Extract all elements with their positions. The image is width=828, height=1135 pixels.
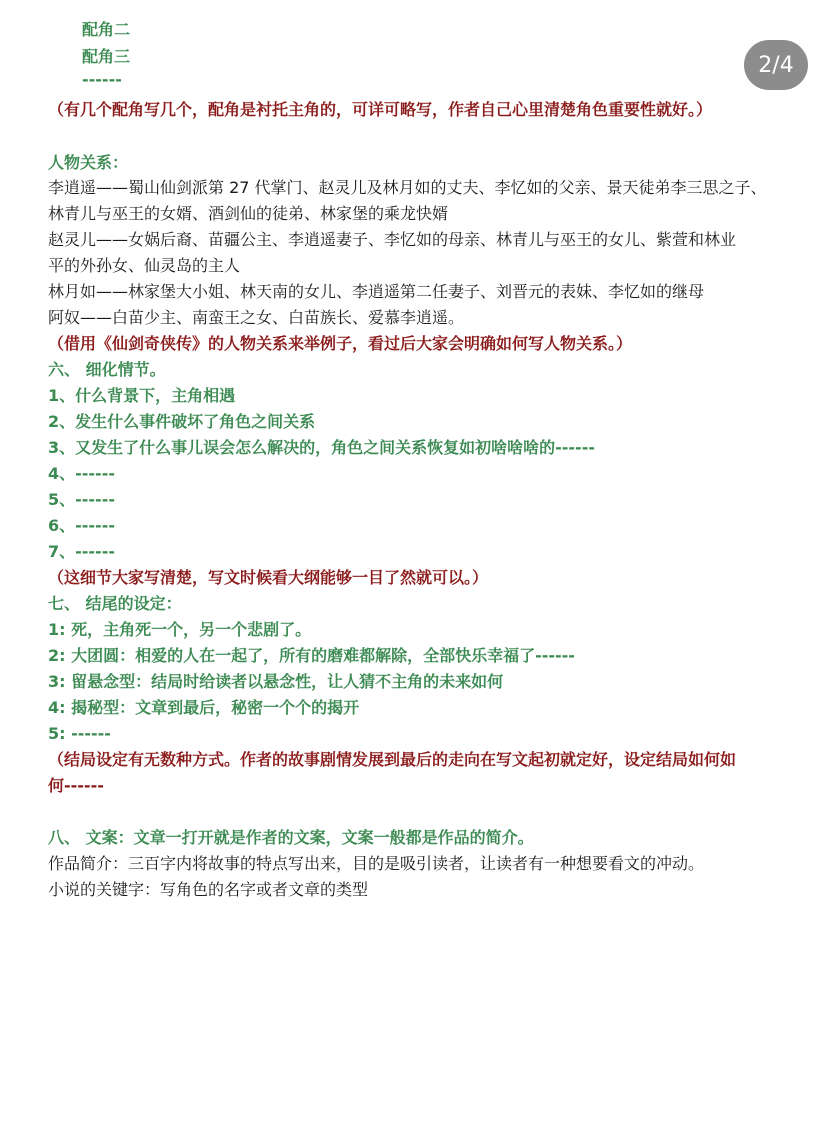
heading-line: 2、发生什么事件破坏了角色之间关系 <box>48 412 316 431</box>
heading-line: 2: 大团圆：相爱的人在一起了，所有的磨难都解除，全部快乐幸福了------ <box>48 646 575 665</box>
body-line: 李逍遥——蜀山仙剑派第 27 代掌门、赵灵儿及林月如的丈夫、李忆如的父亲、景天徒弟李三思之子、 <box>48 178 767 197</box>
heading-line: 人物关系： <box>48 153 129 172</box>
heading-line: 4: 揭秘型：文章到最后，秘密一个个的揭开 <box>48 698 360 717</box>
body-line: 林青儿与巫王的女婿、酒剑仙的徒弟、林家堡的乘龙快婿 <box>48 204 449 223</box>
heading-line: ------ <box>82 70 122 89</box>
heading-line: 1、什么背景下，主角相遇 <box>48 386 236 405</box>
heading-line: 4、------ <box>48 464 115 483</box>
body-line: 小说的关键字：写角色的名字或者文章的类型 <box>48 880 369 899</box>
heading-line: 3、又发生了什么事儿误会怎么解决的，角色之间关系恢复如初啥啥啥的------ <box>48 438 595 457</box>
heading-line: 八、 文案：文章一打开就是作者的文案，文案一般都是作品的简介。 <box>48 828 534 847</box>
heading-line: 六、 细化情节。 <box>48 360 166 379</box>
body-line: 阿奴——白苗少主、南蛮王之女、白苗族长、爱慕李逍遥。 <box>48 308 465 327</box>
heading-line: 3: 留悬念型：结局时给读者以悬念性，让人猜不主角的未来如何 <box>48 672 504 691</box>
body-line: 赵灵儿——女娲后裔、苗疆公主、李逍遥妻子、李忆如的母亲、林青儿与巫王的女儿、紫萱和林业 <box>48 230 737 249</box>
note-line: （借用《仙剑奇侠传》的人物关系来举例子，看过后大家会明确如何写人物关系。） <box>48 334 633 353</box>
heading-line: 5: ------ <box>48 724 111 743</box>
note-line: 何------ <box>48 776 104 795</box>
body-line: 作品简介：三百字内将故事的特点写出来，目的是吸引读者，让读者有一种想要看文的冲动。 <box>48 854 705 873</box>
page-indicator-text: 2/4 <box>758 52 794 78</box>
heading-line: 6、------ <box>48 516 115 535</box>
heading-line: 5、------ <box>48 490 115 509</box>
note-line: （有几个配角写几个，配角是衬托主角的，可详可略写，作者自己心里清楚角色重要性就好。） <box>48 100 713 119</box>
heading-line: 配角二 <box>82 20 131 39</box>
body-line: 林月如——林家堡大小姐、林天南的女儿、李逍遥第二任妻子、刘晋元的表妹、李忆如的继母 <box>48 282 705 301</box>
heading-line: 配角三 <box>82 47 131 66</box>
heading-line: 七、 结尾的设定： <box>48 594 182 613</box>
page-indicator-badge <box>744 40 808 90</box>
heading-line: 7、------ <box>48 542 115 561</box>
note-line: （结局设定有无数种方式。作者的故事剧情发展到最后的走向在写文起初就定好，设定结局如何如 <box>48 750 737 769</box>
heading-line: 1: 死，主角死一个，另一个悲剧了。 <box>48 620 312 639</box>
note-line: （这细节大家写清楚，写文时候看大纲能够一目了然就可以。） <box>48 568 489 587</box>
body-line: 平的外孙女、仙灵岛的主人 <box>48 256 241 275</box>
